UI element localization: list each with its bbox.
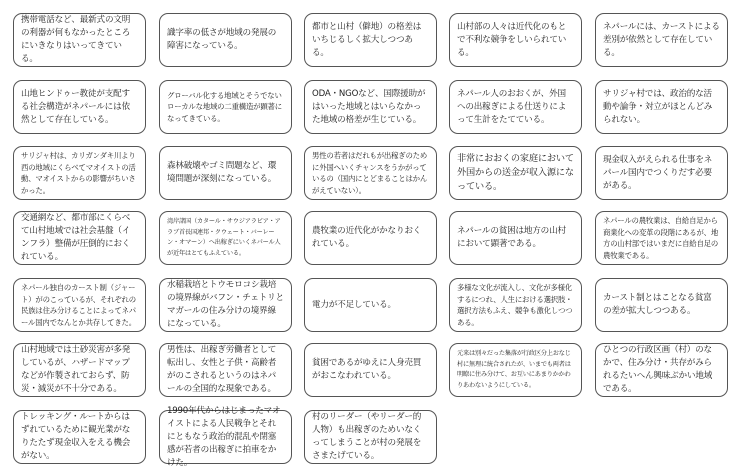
card-text: ネパール独自のカースト制（ジャート）がのこっているが、それぞれの民族は住み分けることによってネパール国内でなんとか共存してきた。 <box>21 283 136 327</box>
card-text: グローバル化する地域とそうでないローカルな地域の二重構造が顕著になってきている。 <box>167 90 282 123</box>
sticky-note-card[interactable] <box>449 211 582 265</box>
sticky-note-card[interactable] <box>13 211 146 265</box>
card-text: 識字率の低さが地域の発展の障害になっている。 <box>167 28 277 51</box>
card-text: サリジャ村は、カリガンダキ川より西の地域にくらべてマオイストの活動、マオイストからの影響がちいさかった。 <box>21 151 136 195</box>
card-text: 貧困であるがゆえに人身売買がおこなわれている。 <box>312 358 422 381</box>
card-text: 湾岸諸国（カタール・サウジアラビア・アラブ首長国連邦・クウェート・バーレーン・オマーン）へ出稼ぎにいくネパール人が近年はとてもふえている。 <box>167 218 281 257</box>
card-text: トレッキング・ルートからはずれているために観光業がなりたたず現金収入をえる機会がない。 <box>21 412 131 461</box>
sticky-note-card[interactable] <box>304 80 437 134</box>
sticky-note-card[interactable] <box>304 146 437 200</box>
sticky-note-card[interactable] <box>449 278 582 332</box>
card-text: 森林破壊やゴミ問題など、環境問題が深刻になっている。 <box>167 161 277 184</box>
sticky-note-card[interactable] <box>304 343 437 397</box>
sticky-note-card[interactable] <box>595 278 728 332</box>
card-text: 元来は別々だった集落が行政区分上おなじ村に無理に統合されたが、いまでも両者は明瞭に住み分けて、お互いにあまりかかわりあわないようにしている。 <box>457 350 571 389</box>
card-text: 1990年代からはじまったマオイストによる人民戦争とそれにともなう政治的混乱や閉塞感が若者の出稼ぎに拍車をかけた。 <box>167 405 281 468</box>
sticky-note-card[interactable] <box>595 343 728 397</box>
sticky-note-card[interactable] <box>159 211 292 265</box>
sticky-note-card[interactable] <box>13 410 146 464</box>
sticky-note-card[interactable] <box>13 278 146 332</box>
sticky-note-card[interactable] <box>304 278 437 332</box>
card-text: ネパール人のおおくが、外国への出稼ぎによる仕送りによって生計をたてている。 <box>457 88 567 125</box>
card-text: 都市と山村（僻地）の格差はいちじるしく拡大しつつある。 <box>312 21 422 58</box>
sticky-note-card[interactable] <box>13 13 146 67</box>
sticky-note-card[interactable] <box>159 13 292 67</box>
sticky-note-card[interactable] <box>159 278 292 332</box>
sticky-note-card[interactable] <box>595 80 728 134</box>
sticky-note-card[interactable] <box>159 405 292 468</box>
card-text: 男性の若者はだれもが出稼ぎのために外国へいくチャンスをうかがっているの（国内にとどまることはかんがえていない）。 <box>312 151 428 195</box>
card-text: 山村部の人々は近代化のもとで不利な競争をしいられている。 <box>457 21 567 58</box>
sticky-note-card[interactable] <box>13 80 146 134</box>
card-text: 村のリーダー（やリーダー的人物）も出稼ぎのためいなくってしまうことが村の発展をさまたげている。 <box>312 412 422 461</box>
sticky-note-card[interactable] <box>449 80 582 134</box>
sticky-note-card[interactable] <box>595 13 728 67</box>
sticky-note-card[interactable] <box>159 146 292 200</box>
card-text: 農牧業の近代化がかなりおくれている。 <box>312 226 422 249</box>
sticky-note-card[interactable] <box>304 410 437 464</box>
card-text: 男性は、出稼ぎ労働者として転出し、女性と子供・高齢者がのこされるというのはネパールの全国的な現象である。 <box>167 345 277 394</box>
card-text: ネパールの貧困は地方の山村において顕著である。 <box>457 226 566 249</box>
sticky-note-card[interactable] <box>595 211 728 265</box>
card-text: サリジャ村では、政治的な活動や論争・対立がほとんどみられない。 <box>603 88 713 125</box>
sticky-note-card[interactable] <box>449 343 582 397</box>
sticky-note-card[interactable] <box>159 80 292 134</box>
card-text: ネパールの農牧業は、自給自足から商業化への変革の段階にあるが、地方の山村部ではいまだに自給自足の農牧業である。 <box>603 216 719 260</box>
card-text: 非常におおくの家庭において外国からの送金が収入源になっている。 <box>457 153 574 192</box>
sticky-note-card[interactable] <box>449 146 582 200</box>
sticky-note-card[interactable] <box>13 343 146 397</box>
card-text: ひとつの行政区画（村）のなかで、住み分け・共存がみられるたいへん興味ぶかい地域である。 <box>603 345 713 394</box>
sticky-note-card[interactable] <box>159 343 292 397</box>
card-text: 現金収入がえられる仕事をネパール国内でつくりだす必要がある。 <box>603 154 713 191</box>
card-text: ネパールには、カーストによる差別が依然として存在している。 <box>603 21 720 58</box>
card-text: カースト制とはことなる貧富の差が拡大しつつある。 <box>603 293 712 316</box>
card-text: 多様な文化が流入し、文化が多様化するにつれ、人生における選択肢・選択方法もふえ、競争も激化しつつある。 <box>457 283 573 327</box>
sticky-note-card[interactable] <box>449 13 582 67</box>
card-text: 電力が不足している。 <box>312 299 396 310</box>
card-text: 交通網など、都市部にくらべて山村地域では社会基盤（インフラ）整備が圧倒的におくれている。 <box>21 213 131 262</box>
card-text: 携帯電話など、最新式の文明の利器が何もなかったところにいきなりはいってきている。 <box>21 15 131 64</box>
sticky-note-card[interactable] <box>304 13 437 67</box>
sticky-note-card[interactable] <box>304 211 437 265</box>
card-text: 山村地域では土砂災害が多発しているが、ハザードマップなどが作製されておらず、防災・減災が不十分である。 <box>21 345 131 394</box>
sticky-note-card[interactable] <box>595 146 728 200</box>
card-text: 山地ヒンドゥー教徒が支配する社会構造がネパールには依然として存在している。 <box>21 88 130 125</box>
card-text: ODA・NGOなど、国際援助がはいった地域とはいらなかった地域の格差が生じている。 <box>312 88 426 125</box>
card-text: 水稲栽培とトウモロコシ栽培の境界線がバフン・チェトリとマガールの住み分けの境界線になっている。 <box>167 280 284 329</box>
sticky-note-card[interactable] <box>13 146 146 200</box>
